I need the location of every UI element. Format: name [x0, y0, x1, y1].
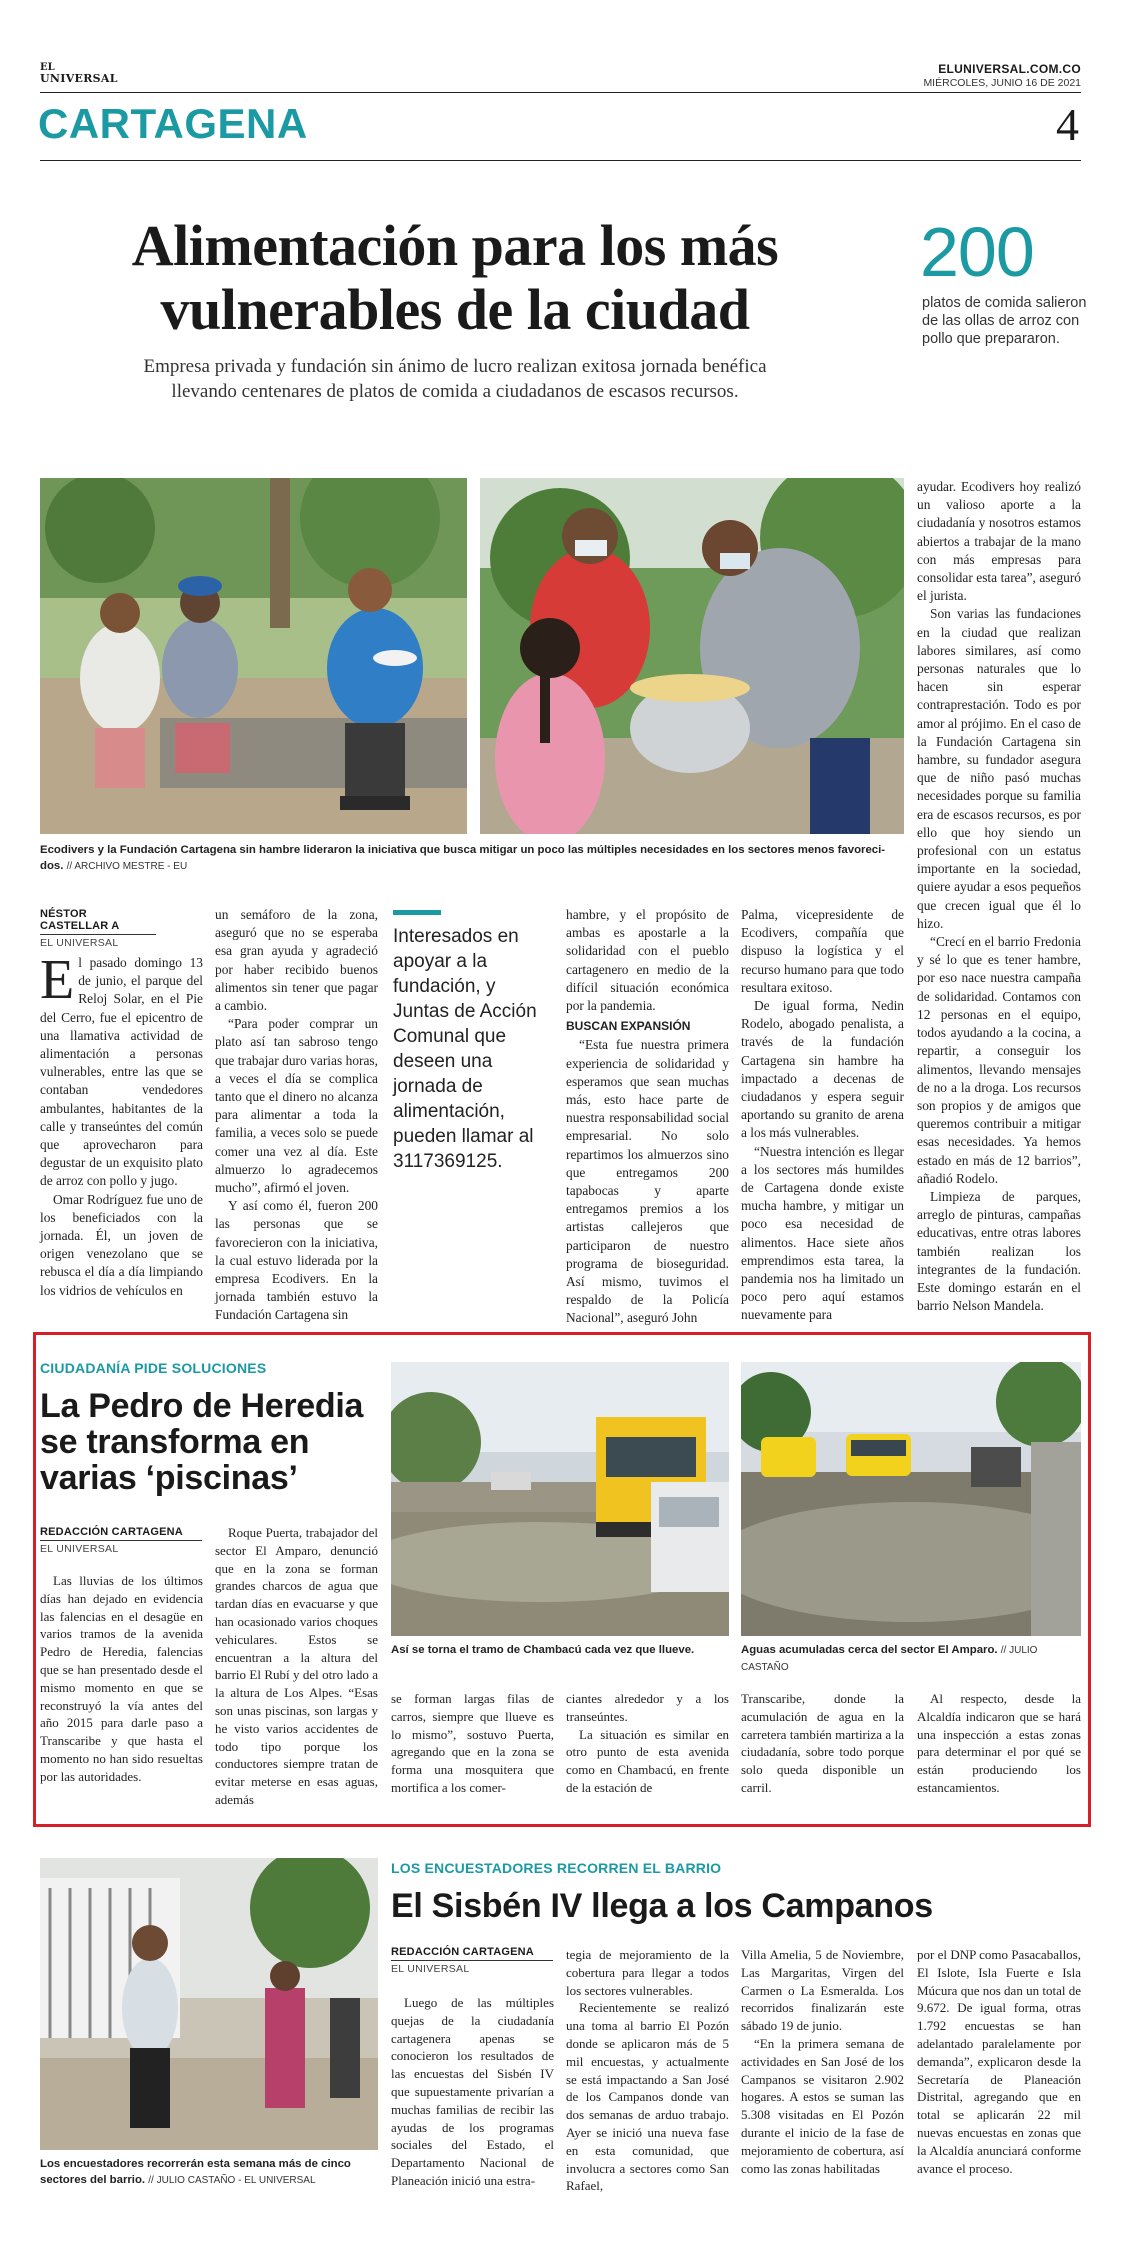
logo-top: EL: [40, 62, 55, 73]
main-deck: [90, 354, 820, 404]
story2-col6: Al respecto, desde la Alcaldía indicaron que se hará una inspección a estas zonas para determinar el por qué se están produciendo los estancamientos.: [917, 1691, 1081, 1795]
caption-text: Ecodivers y la Fundación Cartagena sin hambre lideraron la iniciativa que busca mitigar un poco las múltiples necesidades en los sectores menos favoreci-: [40, 844, 886, 856]
story3-byline: [391, 1946, 553, 1975]
col1-p1: l pasado domingo 13 de junio, el parque del Reloj Solar, en el Pie del Cerro, fue el epicentro de una llamativa actividad de alimentación a personas vulnerables, entre las que se contaban vendedores ambulantes, habitantes de la calle y transeúntes del común que aprovecharon para degustar de un exquisito plato de arroz con pollo y jugo.: [40, 955, 203, 1189]
byline-rule: [40, 934, 156, 935]
masthead-logo: [40, 62, 118, 84]
main-column-5: [917, 478, 1081, 1315]
headline-line-2: vulnerables de la ciudad: [160, 277, 750, 342]
issue-date: MIÉRCOLES, JUNIO 16 DE 2021: [923, 77, 1081, 89]
page-number: 4: [1056, 99, 1079, 150]
story2-byline-rule: [40, 1540, 202, 1541]
story3-headline: El Sisbén IV llega a los Campanos: [391, 1887, 933, 1925]
story2-byline: [40, 1526, 202, 1555]
story2-column-5: [741, 1690, 904, 1797]
stat-text: [922, 294, 1086, 348]
story2-col5: Transcaribe, donde la acumulación de agua en la carretera también martiriza a la ciudadanía, sobre todo porque solo queda disponible un carril.: [741, 1691, 904, 1795]
story3-column-2: [566, 1946, 729, 2195]
story3-caption: [40, 2156, 378, 2189]
pull-quote: Interesados en apoyar a la fundación, y Juntas de Acción Comunal que deseen una jornada de alimentación, pueden llamar al 3117369125.: [393, 926, 537, 1172]
col3-p2: “Esta fue nuestra primera experiencia de solidaridad y esperamos que sean muchas más, esto hace parte de nuestra responsabilidad social empresarial. No solo repartimos los almuerzos sino que entregamos 200 tapabocas y aparte entregamos premios a los artistas callejeros que participaron de nuestro programa de bioseguridad. Así mismo, tuvimos el respaldo de la Policía Nacional”, aseguró John: [566, 1037, 729, 1326]
stat-line-3: pollo que prepararon.: [922, 331, 1060, 347]
story2-kicker: CIUDADANÍA PIDE SOLUCIONES: [40, 1360, 267, 1376]
byline-name: NÉSTOR CASTELLAR A: [40, 908, 120, 932]
col5-p1: ayudar. Ecodivers hoy realizó un valioso aporte a la ciudadanía y nosotros estamos abiertos a trabajar de la mano con más empresas para consolidar esta tarea”, aseguró el jurista.: [917, 479, 1081, 604]
story2-col4-p1: ciantes alrededor y a los transeúntes.: [566, 1691, 729, 1724]
story3-byline-source: EL UNIVERSAL: [391, 1963, 470, 1975]
story2-byline-name: REDACCIÓN CARTAGENA: [40, 1526, 183, 1538]
col2-p1: un semáforo de la zona, aseguró que no se esperaba esa gran ayuda y agradeció por haber recibido buenos alimentos sin tener que pagar a cambio.: [215, 907, 378, 1014]
main-photo-caption: [40, 842, 905, 875]
story2-column-6: [917, 1690, 1081, 1797]
main-headline: [60, 214, 850, 342]
story3-col3-p2: “En la primera semana de actividades en San José de los Campanos se visitaron 2.902 hogares. A estos se suman las 5.308 visitadas en El Pozón durante el inicio de la fase de mejoramiento de cobertura, así como las zonas habilitadas: [741, 2035, 904, 2176]
story3-col1: Luego de las múltiples quejas de la ciudadanía cartagenera apenas se conocieron los resultados de las encuestas del Sisbén IV que supuestamente privarían a muchas familias de recibir las ayudas de los programas sociales del Estado, el Departamento Nacional de Planeación inició una estra-: [391, 1995, 554, 2188]
story2-headline: [40, 1388, 380, 1496]
main-column-2: [215, 906, 378, 1325]
photo-surveyors: [40, 1858, 378, 2150]
story3-column-3: [741, 1946, 904, 2177]
story3-column-1: [391, 1994, 554, 2190]
site-url: ELUNIVERSAL.COM.CO: [938, 62, 1081, 76]
col4-p3: “Nuestra intención es llegar a los sectores más humildes de Cartagena donde existe mucha hambre, y mitigar un poco esa necesidad de alimentos. Hace siete años emprendimos esta tarea, la pandemia nos ha limitado un poco pero aquí estamos nuevamente para: [741, 1143, 904, 1323]
col3-p1: hambre, y el propósito de ambas es apostarle a la solidaridad con el pueblo cartagenero en medio de la difícil situación económica por la pandemia.: [566, 907, 729, 1014]
story2-caption-1: Así se torna el tramo de Chambacú cada vez que llueve.: [391, 1644, 695, 1656]
story2-col1: Las lluvias de los últimos días han dejado en evidencia las falencias en el desagüe en varios tramos de la avenida Pedro de Heredia, falencias que se han presentado desde el mismo momento en que se reconstruyó la vía antes del año 2015 para darle paso a Transcaribe y que hasta el momento no han sido resueltas por las autoridades.: [40, 1573, 203, 1784]
caption-credit: // ARCHIVO MESTRE - EU: [66, 861, 188, 872]
story2-byline-source: EL UNIVERSAL: [40, 1543, 119, 1555]
story3-col2-p1: tegia de mejoramiento de la cobertura para llegar a todos los sectores vulnerables.: [566, 1947, 729, 1998]
col2-p2: “Para poder comprar un plato así tan sabroso tengo que trabajar duro varias horas, a veces el día se complica tanto que el dinero no alcanza para alimentar a toda la familia, a veces solo se puede comer una vez al día. Este almuerzo lo agradecemos mucho”, afirmó el joven.: [215, 1016, 378, 1196]
section-rule: [40, 160, 1081, 161]
story3-col2-p2: Recientemente se realizó una toma al barrio El Pozón donde se aplicaron más de 5 mil encuestas, y actualmente se está impactando a San José de los Campanos donde van dos semanas de arduo trabajo. Ayer se inició una nueva fase en esta comunidad, que involucra a sectores como San Rafael,: [566, 2000, 729, 2194]
headline-line-1: Alimentación para los más: [131, 213, 779, 278]
story3-caption-credit: // JULIO CASTAÑO - EL UNIVERSAL: [148, 2175, 316, 2186]
story2-caption-2: [741, 1642, 1081, 1676]
story2-column-4: [566, 1690, 729, 1797]
col5-p2: Son varias las fundaciones en la ciudad que realizan labores similares, así como personas naturales que lo hacen sin esperar contraprestación. Todo es por amor al prójimo. En el caso de la Fundación Cartagena sin hambre, su fundador asegura que de niño pasó muchas necesidades porque su familia era de escasos recursos, es por ello que hoy siendo un profesional con un estatus importante en la sociedad, quiere ayudar a esos pequeños que crecen igual que él lo hizo.: [917, 606, 1081, 931]
stat-line-2: de las ollas de arroz con: [922, 313, 1080, 329]
story3-col3-p1: Villa Amelia, 5 de Noviembre, Las Margaritas, Virgen del Carmen o La Esmeralda. Los recorridos finalizarán este sábado 19 de junio.: [741, 1947, 904, 2034]
col1-p2: Omar Rodríguez fue uno de los beneficiados con la jornada. Él, un joven de origen venezolano que se rebusca el día a día limpiando los vidrios de vehículos en: [40, 1191, 203, 1298]
col5-p3: “Crecí en el barrio Fredonia y sé lo que es tener hambre, por eso nace nuestra campaña de solidaridad. Contamos con 12 personas en el equipo, todos ayudando a la cocina, a repartir, a conseguir los alimentos, llevando mensajes de no a la droga. Los recursos son propios y de amigos que queremos contribuir a mitigar esas necesidades. Ya hemos estado en más de 12 barrios”, añadió Rodelo.: [917, 934, 1081, 1186]
main-column-3: [566, 906, 729, 1328]
story3-column-4: [917, 1946, 1081, 2177]
main-byline: [40, 908, 156, 949]
drop-cap: E: [40, 949, 75, 1011]
photo-serving-food: [480, 478, 904, 834]
logo-bottom: UNIVERSAL: [40, 72, 118, 85]
story2-col4-p2: La situación es similar en otro punto de esta avenida como en Chambacú, en frente de la estación de: [566, 1726, 729, 1795]
story2-col3: se forman largas filas de carros, siempre que llueve es lo mismo”, sostuvo Puerta, agregando que en la zona se forma una mosquitera que mortifica a los comer-: [391, 1691, 554, 1795]
byline-source: EL UNIVERSAL: [40, 937, 119, 949]
stat-number: 200: [920, 213, 1034, 291]
story2-column-1: [40, 1572, 203, 1786]
story2-headline-line-3: varias ‘piscinas’: [40, 1459, 298, 1497]
section-title: CARTAGENA: [38, 100, 308, 147]
story3-kicker: LOS ENCUESTADORES RECORREN EL BARRIO: [391, 1860, 722, 1876]
deck-line-2: llevando centenares de platos de comida a ciudadanos de escasos recursos.: [171, 381, 739, 402]
story2-col2: Roque Puerta, trabajador del sector El Amparo, denunció que en la zona se forman grandes charcos de agua que tardan días en evacuarse y que han ocasionado varios choques vehiculares. Estos se encuentran a la altura del barrio El Rubí y del otro lado a la altura de Los Alpes. “Esas son unas piscinas, son largas y he visto varios accidentes de todo tipo porque los conductores siempre tratan de evitar meterse en esas aguas, además: [215, 1525, 378, 1807]
col3-subhead: BUSCAN EXPANSIÓN: [566, 1019, 691, 1034]
pull-quote-rule: [393, 910, 441, 915]
lead-paragraph: [40, 949, 203, 1191]
story2-headline-line-2: se transforma en: [40, 1423, 310, 1461]
story3-caption-text: Los encuestadores recorrerán esta semana más de cinco sectores del barrio.: [40, 2158, 351, 2186]
deck-line-1: Empresa privada y fundación sin ánimo de lucro realizan exitosa jornada benéfica: [143, 356, 767, 377]
story2-caption-2-credit: // JULIO CASTAÑO: [741, 1645, 1038, 1673]
header-rule: [40, 92, 1081, 93]
story3-byline-name: REDACCIÓN CARTAGENA: [391, 1946, 534, 1958]
stat-line-1: platos de comida salieron: [922, 295, 1087, 311]
main-column-1: [40, 949, 203, 1300]
col4-p2: De igual forma, Nedin Rodelo, abogado penalista, a través de la fundación Cartagena sin hambre ha impactado a decenas de ciudadanos y espera seguir aportando su granito de arena a los más vulnerables.: [741, 998, 904, 1141]
story2-caption-2-text: Aguas acumuladas cerca del sector El Amparo.: [741, 1644, 998, 1656]
story2-column-3: [391, 1690, 554, 1797]
photo-flooded-amparo: [741, 1362, 1081, 1636]
story3-byline-rule: [391, 1960, 553, 1961]
main-column-4: [741, 906, 904, 1325]
photo-people-eating: [40, 478, 467, 834]
col2-p3: Y así como él, fueron 200 las personas que se favorecieron con la iniciativa, la cual estuvo liderada por la empresa Ecodivers. En la jornada también estuvo la Fundación Cartagena sin: [215, 1198, 378, 1323]
story2-column-2: [215, 1524, 378, 1809]
story3-col4: por el DNP como Pasacaballos, El Islote, Isla Fuerte e Isla Múcura que nos dan un total de 9.672. De igual forma, otras 1.792 encuestas se han adelantado paralelamente por demanda”, explicaron desde la Secretaría de Planeación Distrital, agregando que en total se aplicarán 22 mil nuevas encuestas en zonas que la Alcaldía anunciará conforme avance el proceso.: [917, 1947, 1081, 2176]
caption-text-2: dos.: [40, 860, 64, 872]
photo-flooded-chambacu: [391, 1362, 729, 1636]
col4-p1: Palma, vicepresidente de Ecodivers, compañía que dispuso la logística y el recurso humano para que todo resultara exitoso.: [741, 907, 904, 995]
col5-p4: Limpieza de parques, arreglo de pinturas, campañas educativas, entre otras labores también realizan los integrantes de la fundación. Este domingo estarán en el barrio Nelson Mandela.: [917, 1188, 1081, 1314]
story2-headline-line-1: La Pedro de Heredia: [40, 1387, 364, 1425]
